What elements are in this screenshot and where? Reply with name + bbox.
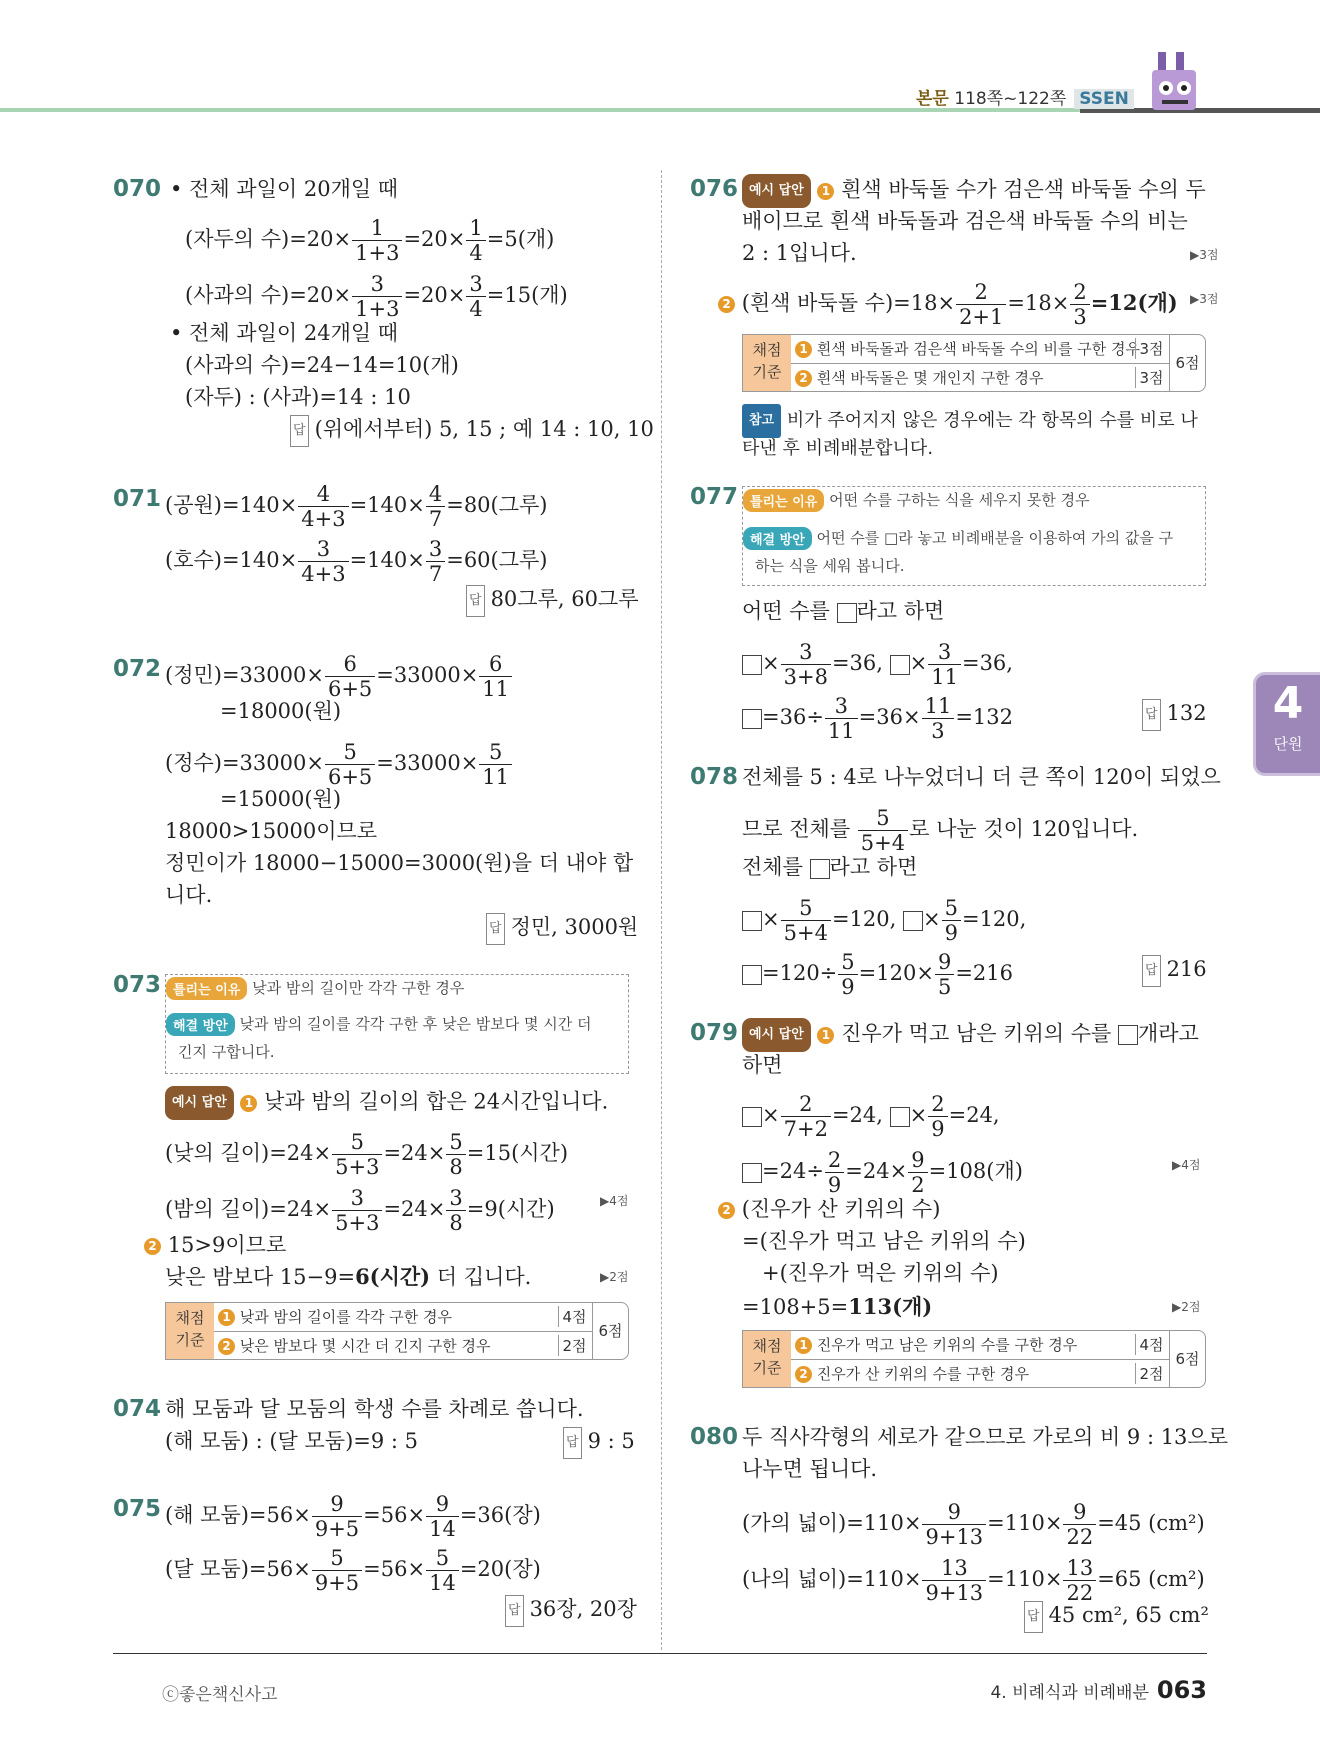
text-line: • 전체 과일이 24개일 때 bbox=[170, 321, 399, 345]
hint-box: 틀리는 이유 어떤 수를 구하는 식을 세우지 못한 경우 해결 방안 어떤 수를 □라 놓고 비례배분을 이용하여 가의 값을 구 하는 식을 세워 봅니다. bbox=[742, 486, 1206, 586]
text-line: 2 15>9이므로 bbox=[144, 1230, 286, 1260]
text-line: 하면 bbox=[742, 1053, 783, 1077]
blank-box-icon bbox=[742, 911, 762, 931]
blank-box-icon bbox=[890, 655, 910, 675]
fraction: $\frac{13}{22}$ bbox=[1063, 1556, 1096, 1605]
mascot-icon bbox=[1148, 46, 1208, 118]
text-line: 예시 답안 1 흰색 바둑돌 수가 검은색 바둑돌 수의 두 bbox=[742, 174, 1206, 208]
footer-rule bbox=[113, 1653, 1207, 1654]
equation-line: (호수)=140× $\frac{3}{4+3}$ =140× $\frac{3}{7}$ =60(그루) bbox=[165, 537, 548, 586]
scoring-criteria: 채점 기준 1 흰색 바둑돌과 검은색 바둑돌 수의 비를 구한 경우 3점 2 흰색 바둑돌은 몇 개인지 구한 경우 3점 6점 bbox=[742, 334, 1206, 392]
text-line: (사과의 수)=24−14=10(개) bbox=[185, 353, 459, 377]
fraction: $\frac{2}{3}$ bbox=[1070, 280, 1089, 329]
label-badge: 참고 bbox=[742, 404, 781, 438]
label-badge: 예시 답안 bbox=[742, 1018, 811, 1052]
fraction: $\frac{1}{4}$ bbox=[466, 216, 485, 265]
equation-line: (사과의 수)=20× $\frac{3}{1+3}$ =20× $\frac{3}{4}$ =15(개) bbox=[185, 272, 568, 321]
label-badge: 틀리는 이유 bbox=[166, 977, 247, 1000]
problem-number: 071 bbox=[113, 486, 162, 512]
score-mark: ▶3점 bbox=[1190, 248, 1219, 262]
problem-number: 074 bbox=[113, 1396, 162, 1422]
blank-box-icon bbox=[742, 655, 762, 675]
step-number-icon: 2 bbox=[718, 296, 735, 313]
text-line: =18000(원) bbox=[220, 699, 342, 723]
scoring-criteria: 채점 기준 1 낮과 밤의 길이를 각각 구한 경우 4점 2 낮은 밤보다 몇 시간 더 긴지 구한 경우 2점 6점 bbox=[165, 1302, 629, 1360]
fraction: $\frac{3}{7}$ bbox=[426, 537, 445, 586]
text-line: 2 (진우가 산 키위의 수) bbox=[718, 1194, 940, 1224]
step-number-icon: 1 bbox=[240, 1095, 257, 1112]
blank-box-icon bbox=[890, 1107, 910, 1127]
answer: 답 45 cm², 65 cm² bbox=[1024, 1600, 1209, 1633]
reference-note: 참고 비가 주어지지 않은 경우에는 각 항목의 수를 비로 나 bbox=[742, 404, 1198, 438]
equation-line: × $\frac{3}{3+8}$ =36, × $\frac{3}{11}$ =36, bbox=[742, 640, 1013, 689]
step-number-icon: 2 bbox=[718, 1202, 735, 1219]
label-badge: 예시 답안 bbox=[165, 1086, 234, 1120]
fraction: $\frac{9}{5}$ bbox=[935, 950, 954, 999]
step-number-icon: 2 bbox=[795, 1366, 812, 1383]
text-line: 낮은 밤보다 15−9=6(시간) 더 깁니다. bbox=[165, 1264, 532, 1289]
problem-number: 077 bbox=[690, 484, 739, 510]
text-line: =(진우가 먹고 남은 키위의 수) bbox=[742, 1229, 1026, 1253]
fraction: $\frac{9}{2}$ bbox=[908, 1148, 927, 1197]
answer: 답 36장, 20장 bbox=[505, 1594, 637, 1627]
answer: 답 9 : 5 bbox=[563, 1426, 635, 1459]
fraction: $\frac{5}{9}$ bbox=[942, 896, 961, 945]
answer: 답 (위에서부터) 5, 15 ; 예 14 : 10, 10 bbox=[290, 414, 654, 447]
fraction: $\frac{1}{1+3}$ bbox=[352, 216, 402, 265]
score-mark: ▶2점 bbox=[600, 1270, 629, 1284]
step-number-icon: 1 bbox=[795, 341, 812, 358]
equation-line: (밤의 길이)=24× $\frac{3}{5+3}$ =24× $\frac{3}{8}$ =9(시간) bbox=[165, 1186, 555, 1235]
fraction: $\frac{2}{2+1}$ bbox=[956, 280, 1006, 329]
page-header: 본문 118쪽~122쪽 SSEN bbox=[916, 84, 1134, 109]
text-line: 예시 답안 1 진우가 먹고 남은 키위의 수를 개라고 bbox=[742, 1018, 1199, 1052]
fraction: $\frac{5}{5+4}$ bbox=[781, 896, 831, 945]
equation-line: (가의 넓이)=110× $\frac{9}{9+13}$ =110× $\frac{9}{22}$ =45 (cm²) bbox=[742, 1500, 1205, 1549]
text-line: =108+5=113(개) bbox=[742, 1294, 933, 1319]
fraction: $\frac{11}{3}$ bbox=[922, 694, 955, 743]
fraction: $\frac{3}{4+3}$ bbox=[298, 537, 348, 586]
step-number-icon: 2 bbox=[218, 1338, 235, 1355]
label-badge: 예시 답안 bbox=[742, 174, 811, 208]
text-line: 예시 답안 1 낮과 밤의 길이의 합은 24시간입니다. bbox=[165, 1086, 608, 1120]
text-line: (해 모둠) : (달 모둠)=9 : 5 bbox=[165, 1429, 419, 1453]
score-mark: ▶4점 bbox=[1172, 1158, 1201, 1172]
text-line: +(진우가 먹은 키위의 수) bbox=[762, 1261, 999, 1285]
answer: 답 정민, 3000원 bbox=[486, 912, 638, 945]
fraction: $\frac{3}{11}$ bbox=[825, 694, 858, 743]
answer: 답 216 bbox=[1142, 954, 1207, 987]
answer-key-icon: 답 bbox=[1024, 1601, 1043, 1633]
text-line: 전체를 라고 하면 bbox=[742, 855, 918, 879]
blank-box-icon bbox=[742, 965, 762, 985]
answer-key-icon: 답 bbox=[290, 415, 309, 447]
text-line: 두 직사각형의 세로가 같으므로 가로의 비 9 : 13으로 bbox=[742, 1425, 1228, 1449]
blank-box-icon bbox=[837, 603, 857, 623]
fraction: $\frac{3}{5+3}$ bbox=[332, 1186, 382, 1235]
problem-number: 076 bbox=[690, 176, 739, 202]
answer-key-icon: 답 bbox=[486, 913, 505, 945]
blank-box-icon bbox=[742, 1107, 762, 1127]
text-line: 나누면 됩니다. bbox=[742, 1457, 878, 1481]
page-number: 063 bbox=[1156, 1676, 1207, 1704]
equation-line: (달 모둠)=56× $\frac{5}{9+5}$ =56× $\frac{5}{14}$ =20(장) bbox=[165, 1546, 541, 1595]
answer-key-icon: 답 bbox=[563, 1427, 582, 1459]
equation-line: (낮의 길이)=24× $\frac{5}{5+3}$ =24× $\frac{5}{8}$ =15(시간) bbox=[165, 1130, 569, 1179]
label-badge: 틀리는 이유 bbox=[743, 489, 824, 512]
step-number-icon: 1 bbox=[795, 1337, 812, 1354]
equation-line: =36÷ $\frac{3}{11}$ =36× $\frac{11}{3}$ =132 bbox=[742, 694, 1013, 743]
fraction: $\frac{5}{8}$ bbox=[446, 1130, 465, 1179]
footer-info: 4. 비례식과 비례배분 063 bbox=[990, 1676, 1207, 1704]
text-line: (자두) : (사과)=14 : 10 bbox=[185, 385, 411, 409]
text-line: 18000>15000이므로 bbox=[165, 819, 378, 843]
answer-key-icon: 답 bbox=[466, 585, 485, 617]
publisher: ⓒ좋은책신사고 bbox=[162, 1685, 278, 1705]
fraction: $\frac{9}{14}$ bbox=[426, 1492, 459, 1541]
text-line: 어떤 수를 라고 하면 bbox=[742, 599, 945, 623]
step-number-icon: 2 bbox=[795, 370, 812, 387]
equation-line: 2 (흰색 바둑돌 수)=18× $\frac{2}{2+1}$ =18× $\frac{2}{3}$ =12(개) bbox=[718, 280, 1178, 329]
blank-box-icon bbox=[903, 911, 923, 931]
equation-line: (나의 넓이)=110× $\frac{13}{9+13}$ =110× $\frac{13}{22}$ =65 (cm²) bbox=[742, 1556, 1205, 1605]
score-mark: ▶4점 bbox=[600, 1194, 629, 1208]
step-number-icon: 1 bbox=[817, 1027, 834, 1044]
fraction: $\frac{4}{4+3}$ bbox=[298, 482, 348, 531]
text-line: 배이므로 흰색 바둑돌과 검은색 바둑돌 수의 비는 bbox=[742, 209, 1188, 233]
equation-line: (자두의 수)=20× $\frac{1}{1+3}$ =20× $\frac{1}{4}$ =5(개) bbox=[185, 216, 555, 265]
text-line: • 전체 과일이 20개일 때 bbox=[170, 177, 399, 201]
blank-box-icon bbox=[742, 1163, 762, 1183]
label-badge: 해결 방안 bbox=[743, 527, 812, 550]
fraction: $\frac{5}{9+5}$ bbox=[312, 1546, 362, 1595]
brand-logo: SSEN bbox=[1074, 89, 1134, 109]
text-line: 정민이가 18000−15000=3000(원)을 더 내야 합 bbox=[165, 851, 634, 875]
step-number-icon: 2 bbox=[144, 1238, 161, 1255]
equation-line: × $\frac{2}{7+2}$ =24, × $\frac{2}{9}$ =24, bbox=[742, 1092, 1000, 1141]
problem-number: 073 bbox=[113, 972, 162, 998]
problem-number: 075 bbox=[113, 1496, 162, 1522]
equation-line: =120÷ $\frac{5}{9}$ =120× $\frac{9}{5}$ =216 bbox=[742, 950, 1013, 999]
answer-key-icon: 답 bbox=[505, 1595, 524, 1627]
fraction: $\frac{2}{9}$ bbox=[825, 1148, 844, 1197]
step-number-icon: 1 bbox=[218, 1309, 235, 1326]
scoring-criteria: 채점 기준 1 진우가 먹고 남은 키위의 수를 구한 경우 4점 2 진우가 산 키위의 수를 구한 경우 2점 6점 bbox=[742, 1330, 1206, 1388]
fraction: $\frac{5}{5+3}$ bbox=[332, 1130, 382, 1179]
fraction: $\frac{3}{3+8}$ bbox=[781, 640, 831, 689]
problem-number: 072 bbox=[113, 656, 162, 682]
equation-line: (해 모둠)=56× $\frac{9}{9+5}$ =56× $\frac{9}{14}$ =36(장) bbox=[165, 1492, 541, 1541]
text-line: 해 모둠과 달 모둠의 학생 수를 차례로 씁니다. bbox=[165, 1397, 584, 1421]
reference-note: 타낸 후 비례배분합니다. bbox=[742, 438, 934, 459]
fraction: $\frac{5}{6+5}$ bbox=[325, 740, 375, 789]
fraction: $\frac{9}{9+5}$ bbox=[312, 1492, 362, 1541]
problem-number: 078 bbox=[690, 764, 739, 790]
fraction: $\frac{5}{5+4}$ bbox=[858, 806, 908, 855]
fraction: $\frac{3}{1+3}$ bbox=[352, 272, 402, 321]
answer-key-icon: 답 bbox=[1142, 699, 1161, 731]
equation-line: (정민)=33000× $\frac{6}{6+5}$ =33000× $\frac{6}{11}$ bbox=[165, 652, 513, 701]
score-mark: ▶2점 bbox=[1172, 1300, 1201, 1314]
equation-line: 므로 전체를 $\frac{5}{5+4}$ 로 나눈 것이 120입니다. bbox=[742, 806, 1139, 855]
fraction: $\frac{9}{9+13}$ bbox=[922, 1500, 986, 1549]
answer: 답 80그루, 60그루 bbox=[466, 584, 639, 617]
text-line: =15000(원) bbox=[220, 787, 342, 811]
unit-tab[interactable]: 4 단원 bbox=[1253, 672, 1320, 776]
fraction: $\frac{6}{11}$ bbox=[479, 652, 512, 701]
score-mark: ▶3점 bbox=[1190, 292, 1219, 306]
text-line: 전체를 5 : 4로 나누었더니 더 큰 쪽이 120이 되었으 bbox=[742, 765, 1221, 789]
hint-box: 틀리는 이유 낮과 밤의 길이만 각각 구한 경우 해결 방안 낮과 밤의 길이를 각각 구한 후 낮은 밤보다 몇 시간 더 긴지 구합니다. bbox=[165, 974, 629, 1074]
equation-line: =24÷ $\frac{2}{9}$ =24× $\frac{9}{2}$ =108(개) bbox=[742, 1148, 1023, 1197]
fraction: $\frac{2}{9}$ bbox=[928, 1092, 947, 1141]
column-divider bbox=[661, 170, 662, 1650]
fraction: $\frac{5}{14}$ bbox=[426, 1546, 459, 1595]
fraction: $\frac{6}{6+5}$ bbox=[325, 652, 375, 701]
fraction: $\frac{3}{4}$ bbox=[466, 272, 485, 321]
text-line: 니다. bbox=[165, 883, 213, 907]
fraction: $\frac{9}{22}$ bbox=[1063, 1500, 1096, 1549]
answer: 답 132 bbox=[1142, 698, 1207, 731]
equation-line: (정수)=33000× $\frac{5}{6+5}$ =33000× $\frac{5}{11}$ bbox=[165, 740, 513, 789]
blank-box-icon bbox=[742, 709, 762, 729]
equation-line: (공원)=140× $\frac{4}{4+3}$ =140× $\frac{4}{7}$ =80(그루) bbox=[165, 482, 548, 531]
problem-number: 070 bbox=[113, 176, 162, 202]
fraction: $\frac{2}{7+2}$ bbox=[781, 1092, 831, 1141]
blank-box-icon bbox=[1118, 1025, 1138, 1045]
fraction: $\frac{3}{11}$ bbox=[928, 640, 961, 689]
fraction: $\frac{5}{9}$ bbox=[838, 950, 857, 999]
fraction: $\frac{3}{8}$ bbox=[446, 1186, 465, 1235]
problem-number: 079 bbox=[690, 1020, 739, 1046]
answer-key-icon: 답 bbox=[1142, 955, 1161, 987]
fraction: $\frac{5}{11}$ bbox=[479, 740, 512, 789]
problem-number: 080 bbox=[690, 1424, 739, 1450]
step-number-icon: 1 bbox=[817, 183, 834, 200]
label-badge: 해결 방안 bbox=[166, 1013, 235, 1036]
text-line: 2 : 1입니다. bbox=[742, 241, 857, 265]
fraction: $\frac{13}{9+13}$ bbox=[922, 1556, 986, 1605]
blank-box-icon bbox=[810, 859, 830, 879]
fraction: $\frac{4}{7}$ bbox=[426, 482, 445, 531]
equation-line: × $\frac{5}{5+4}$ =120, × $\frac{5}{9}$ =120, bbox=[742, 896, 1026, 945]
